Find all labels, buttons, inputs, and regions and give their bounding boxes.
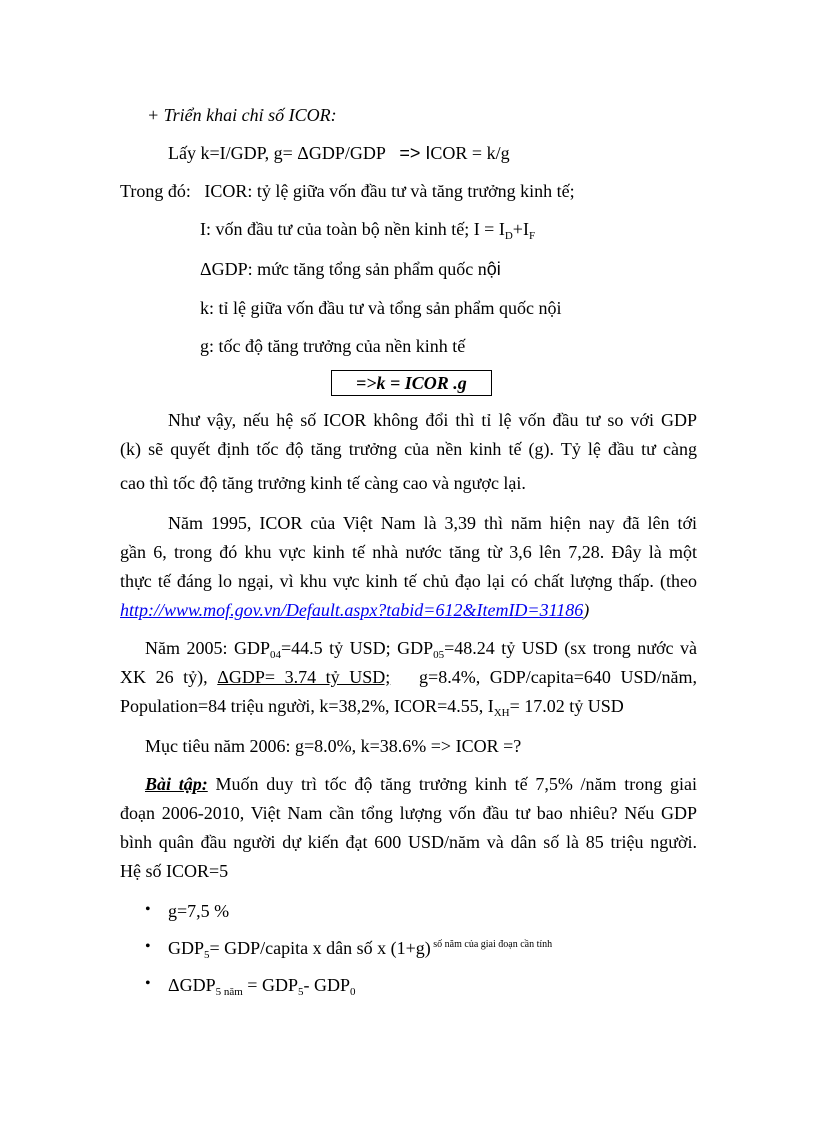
p3-c2: = 17.02 tỷ USD [509, 696, 624, 716]
exercise-l1: Muốn duy trì tốc độ tăng trưởng kinh tế 7,5% /năm trong giai [207, 774, 697, 794]
p3-b1: XK 26 tỷ), [120, 667, 208, 687]
definition-i-text: I: vốn đầu tư của toàn bộ nền kinh tế; I = I [200, 219, 505, 239]
plus-if: +I [512, 219, 529, 239]
formula-part-b: COR = k/g [430, 143, 510, 163]
para2-line4 [120, 599, 589, 621]
exercise-line1 [120, 773, 697, 795]
p3-a1: Năm 2005: GDP [145, 638, 270, 658]
b3-sub: 5 năm [215, 986, 243, 998]
formula-arrow: => I [399, 143, 431, 163]
p3-c1: Population=84 triệu người, k=38,2%, ICOR=4.55, I [120, 696, 494, 716]
p3-subxh: XH [493, 707, 510, 719]
definition-g: g: tốc độ tăng trưởng của nền kinh tế [200, 336, 466, 356]
definition-dgdp-text: ΔGDP: mức tăng tổng sản phẩm quốc n [200, 259, 487, 279]
definition-i [200, 218, 535, 240]
para2-line1: Năm 1995, ICOR của Việt Nam là 3,39 thì năm hiện nay đã lên tới [168, 513, 697, 533]
b2-gdp: GDP [168, 938, 205, 958]
exercise-line3: bình quân đầu người dự kiến đạt 600 USD/năm và dân số là 85 triệu người. [120, 832, 697, 852]
bullet-icon: • [145, 938, 151, 955]
para3-line2 [120, 666, 697, 688]
definition-k: k: tỉ lệ giữa vốn đầu tư và tổng sản phẩm quốc nội [200, 298, 562, 318]
b2-sup: số năm của giai đoạn cần tính [430, 939, 553, 950]
goal-line: Mục tiêu năm 2006: g=8.0%, k=38.6% => ICOR =? [145, 736, 522, 756]
b2-sub: 5 [204, 949, 210, 961]
p3-sub04: 04 [269, 649, 281, 661]
b3-eq: = GDP [242, 975, 298, 995]
para1-line2: (k) sẽ quyết định tốc độ tăng trưởng của nền kinh tế (g). Tỷ lệ đầu tư càng [120, 439, 697, 459]
definition-dgdp [200, 258, 501, 280]
exercise-line4: Hệ số ICOR=5 [120, 861, 229, 881]
icor-formula [168, 142, 510, 164]
source-link[interactable]: http://www.mof.gov.vn/Default.aspx?tabid=612&ItemID=31186 [120, 600, 584, 620]
formula-part-a: Lấy k=I/GDP, g= ΔGDP/GDP [168, 143, 386, 163]
bullet-icon: • [145, 975, 151, 992]
bullet-item-1: g=7,5 % [168, 901, 230, 921]
bullet-icon: • [145, 901, 151, 918]
definition-icor-text: ICOR: tỷ lệ giữa vốn đầu tư và tăng trưởng kinh tế; [204, 181, 575, 201]
para3-line1 [120, 637, 697, 659]
p3-delta-gdp: ΔGDP= 3.74 tỷ USD; [217, 667, 391, 687]
source-close: ) [583, 600, 590, 620]
b3-dgdp: ΔGDP [168, 975, 216, 995]
sub-d: D [504, 230, 513, 242]
para1-line3: cao thì tốc độ tăng trưởng kinh tế càng cao và ngược lại. [120, 473, 526, 493]
p3-a2: =44.5 tỷ USD; GDP [280, 638, 434, 658]
sub-f: F [528, 230, 536, 242]
bullet-item-3 [168, 974, 355, 996]
definition-icor [120, 180, 575, 202]
section-heading: + Triển khai chỉ số ICOR: [147, 105, 337, 125]
bullet-item-2 [168, 937, 552, 959]
b3-sub3: 0 [349, 986, 356, 998]
b2-text: = GDP/capita x dân số x (1+g) [209, 938, 431, 958]
b3-minus: - GDP [303, 975, 350, 995]
exercise-label: Bài tập: [145, 774, 208, 794]
p3-sub05: 05 [433, 649, 445, 661]
boxed-formula: =>k = ICOR .g [331, 370, 492, 396]
para2-line2: gần 6, trong đó khu vực kinh tế nhà nước tăng từ 3,6 lên 7,28. Đây là một [120, 542, 697, 562]
p3-b2: g=8.4%, GDP/capita=640 USD/năm, [419, 667, 697, 687]
exercise-line2: đoạn 2006-2010, Việt Nam cần tổng lượng vốn đầu tư bao nhiêu? Nếu GDP [120, 803, 697, 823]
definition-label: Trong đó: [120, 181, 191, 201]
para3-line3 [120, 695, 624, 717]
p3-a3: =48.24 tỷ USD (sx trong nước và [444, 638, 697, 658]
para2-line3: thực tế đáng lo ngại, vì khu vực kinh tế chủ đạo lại có chất lượng thấp. (theo [120, 571, 697, 591]
definition-dgdp-tail: ội [486, 259, 501, 279]
b3-sub2: 5 [297, 986, 304, 998]
para1-line1: Như vậy, nếu hệ số ICOR không đổi thì tỉ lệ vốn đầu tư so với GDP [168, 410, 697, 430]
